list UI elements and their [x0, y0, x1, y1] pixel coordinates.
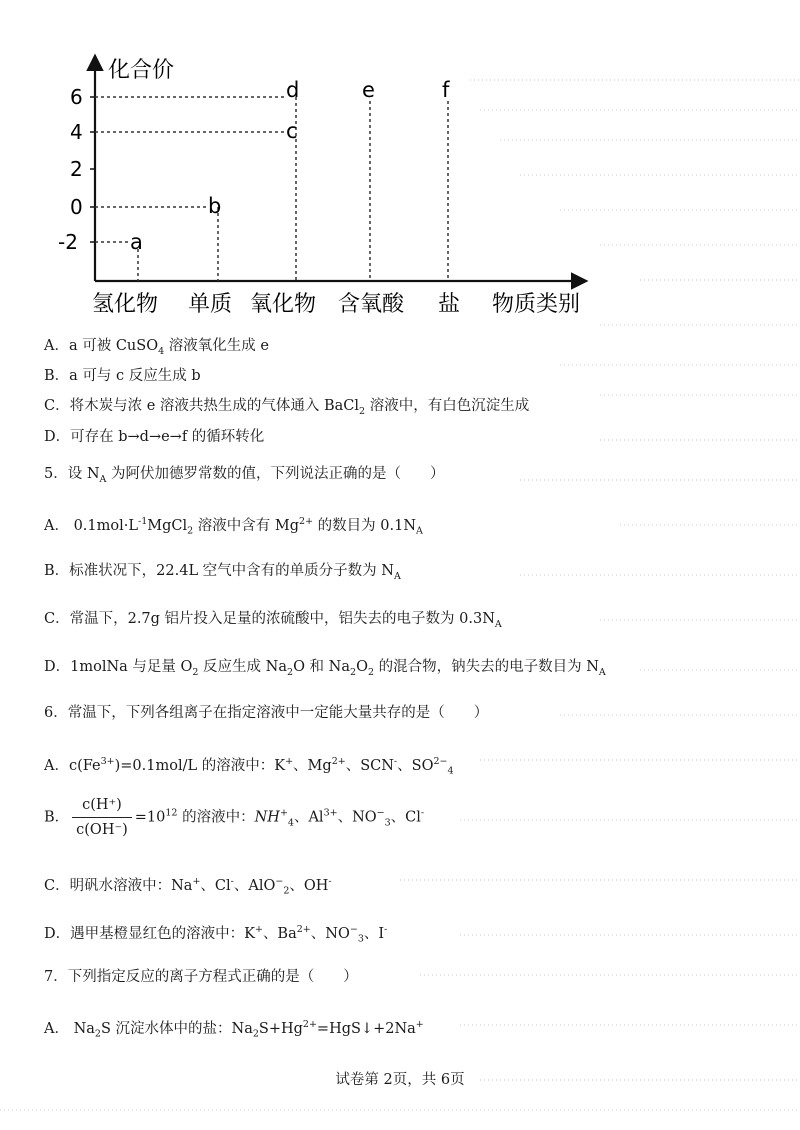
- x-category: 含氧酸: [338, 292, 405, 317]
- x-category: 氧化物: [250, 292, 317, 317]
- y-tick: 6: [70, 85, 83, 109]
- x-category: 氢化物: [92, 292, 159, 317]
- q4-option-c: C．将木炭与浓 e 溶液共热生成的气体通入 BaCl$_2$ 溶液中，有白色沉淀生成: [44, 398, 530, 417]
- q5-option-b: B．标准状况下，22.4L 空气中含有的单质分子数为 $N_A$: [44, 563, 401, 582]
- q4-option-a: A．a 可被 CuSO$_4$ 溶液氧化生成 e: [44, 338, 269, 357]
- point-label-d: d: [286, 78, 300, 102]
- y-tick: 0: [70, 195, 83, 219]
- valence-chart: [50, 45, 610, 335]
- q7-option-a: A． $Na_2S$ 沉淀水体中的盐：$Na_2S+Hg^{2+}=HgS↓+2Na^+$: [44, 1019, 424, 1040]
- x-category: 盐: [438, 292, 461, 317]
- q5-option-c: C．常温下，2.7g 铝片投入足量的浓硫酸中，铝失去的电子数为 $0.3N_A$: [44, 611, 502, 630]
- point-label-b: b: [208, 194, 222, 218]
- y-tick: -2: [58, 230, 78, 254]
- x-axis-title: 物质类别: [492, 292, 581, 317]
- page-footer: 试卷第 2页，共 6页: [335, 1072, 465, 1088]
- point-label-f: f: [442, 78, 450, 102]
- q6-option-c: C．明矾水溶液中：Na+、Cl-、AlO−$_2$、OH-: [44, 876, 332, 897]
- y-tick: 2: [70, 157, 83, 181]
- q6-stem: 6．常温下，下列各组离子在指定溶液中一定能大量共存的是（ ）: [44, 705, 489, 721]
- q5-option-a: A． $0.1mol\cdot L^{-1}MgCl_2$ 溶液中含有 $Mg^{2+}$ 的数目为 $0.1N_A$: [44, 516, 423, 537]
- point-label-c: c: [286, 119, 298, 143]
- x-category: 单质: [188, 292, 233, 317]
- q5-option-d: D．1molNa 与足量 $O_2$ 反应生成 $Na_2O$ 和 $Na_2O_2$ 的混合物，钠失去的电子数目为 $N_A$: [44, 659, 606, 678]
- hydrogen-ratio-fraction: $\frac{c(H^+)}{c(OH^-)}$: [72, 795, 132, 840]
- y-axis-title: 化合价: [108, 58, 175, 83]
- point-label-a: a: [130, 230, 143, 254]
- q4-option-b: B．a 可与 c 反应生成 b: [44, 368, 201, 384]
- point-label-e: e: [362, 78, 375, 102]
- q5-stem: 5．设 $N_A$ 为阿伏加德罗常数的值，下列说法正确的是（ ）: [44, 466, 445, 485]
- q4-option-d: D．可存在 b→d→e→f 的循环转化: [44, 429, 265, 445]
- q7-stem: 7．下列指定反应的离子方程式正确的是（ ）: [44, 969, 358, 985]
- q6-option-b: B． $\frac{c(H^+)}{c(OH^-)}$ $=10^{12}$ 的溶液中：$NH^+_4$、$Al^{3+}$、$NO^-_3$、Cl-: [44, 797, 425, 838]
- y-tick: 4: [70, 120, 83, 144]
- q6-option-a: A．$c(Fe^{3+})=0.1mol/L$ 的溶液中：K+、$Mg^{2+}$、SCN-、$SO^{2-}_4$: [44, 756, 454, 777]
- q6-option-d: D．遇甲基橙显红色的溶液中：K+、$Ba^{2+}$、$NO^-_3$、I-: [44, 924, 388, 945]
